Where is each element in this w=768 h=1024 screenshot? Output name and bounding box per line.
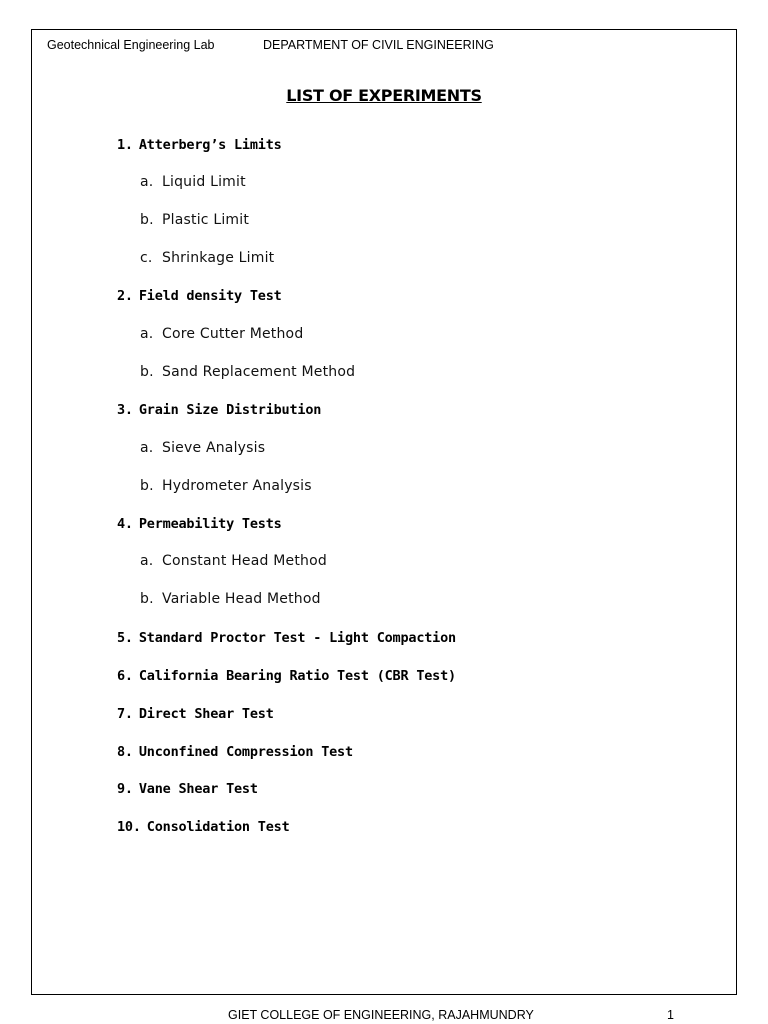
experiment-label: Direct Shear Test: [138, 706, 274, 722]
experiment-number: 5.: [117, 630, 133, 646]
sub-item-letter: b.: [140, 212, 154, 228]
experiment-number: 6.: [117, 668, 133, 684]
experiment-item-9: [117, 781, 258, 797]
experiment-number: 7.: [117, 706, 133, 722]
experiment-number: 9.: [117, 781, 133, 797]
sub-item-4b: [140, 591, 321, 607]
sub-item-label: Liquid Limit: [162, 174, 246, 190]
experiment-item-3: [117, 402, 321, 418]
experiment-number: 3.: [117, 402, 133, 418]
sub-item-letter: b.: [140, 591, 154, 607]
sub-item-1b: [140, 212, 249, 228]
experiment-number: 4.: [117, 516, 133, 532]
sub-item-label: Hydrometer Analysis: [162, 478, 312, 494]
experiment-label: Vane Shear Test: [138, 781, 258, 797]
experiment-item-2: [117, 288, 282, 304]
experiment-item-5: [117, 630, 456, 646]
sub-item-3a: [140, 440, 265, 456]
sub-item-letter: a.: [140, 326, 154, 342]
sub-item-label: Sand Replacement Method: [162, 364, 356, 380]
sub-item-label: Sieve Analysis: [162, 440, 266, 456]
sub-item-label: Shrinkage Limit: [162, 250, 275, 266]
sub-item-label: Constant Head Method: [162, 553, 327, 569]
sub-item-2b: [140, 364, 355, 380]
experiment-item-7: [117, 706, 274, 722]
header-department: DEPARTMENT OF CIVIL ENGINEERING: [263, 38, 494, 52]
experiment-label: Field density Test: [138, 288, 282, 304]
experiment-item-10: [117, 819, 290, 835]
sub-item-letter: b.: [140, 478, 154, 494]
sub-item-label: Plastic Limit: [162, 212, 250, 228]
sub-item-3b: [140, 478, 312, 494]
sub-item-1c: [140, 250, 274, 266]
experiment-number: 2.: [117, 288, 133, 304]
sub-item-letter: a.: [140, 174, 154, 190]
experiment-label: Atterberg’s Limits: [138, 137, 282, 153]
experiment-item-1: [117, 137, 282, 153]
sub-item-1a: [140, 174, 246, 190]
footer-college-name: GIET COLLEGE OF ENGINEERING, RAJAHMUNDRY: [228, 1008, 534, 1022]
sub-item-letter: b.: [140, 364, 154, 380]
page-title: LIST OF EXPERIMENTS: [286, 86, 482, 105]
sub-item-letter: a.: [140, 440, 154, 456]
experiment-number: 1.: [117, 137, 133, 153]
experiment-item-6: [117, 668, 456, 684]
sub-item-label: Core Cutter Method: [162, 326, 304, 342]
experiment-number: 8.: [117, 744, 133, 760]
sub-item-letter: c.: [140, 250, 153, 266]
experiment-item-4: [117, 516, 282, 532]
experiment-number: 10.: [117, 819, 141, 835]
sub-item-4a: [140, 553, 327, 569]
experiment-label: Permeability Tests: [138, 516, 282, 532]
sub-item-2a: [140, 326, 303, 342]
experiment-item-8: [117, 744, 353, 760]
sub-item-letter: a.: [140, 553, 154, 569]
experiment-label: Standard Proctor Test - Light Compaction: [138, 630, 456, 646]
experiment-label: Consolidation Test: [146, 819, 290, 835]
experiment-label: Grain Size Distribution: [138, 402, 322, 418]
header-lab-name: Geotechnical Engineering Lab: [47, 38, 215, 52]
page-number: 1: [667, 1008, 674, 1022]
experiment-label: Unconfined Compression Test: [138, 744, 353, 760]
experiment-label: California Bearing Ratio Test (CBR Test): [138, 668, 456, 684]
sub-item-label: Variable Head Method: [162, 591, 321, 607]
